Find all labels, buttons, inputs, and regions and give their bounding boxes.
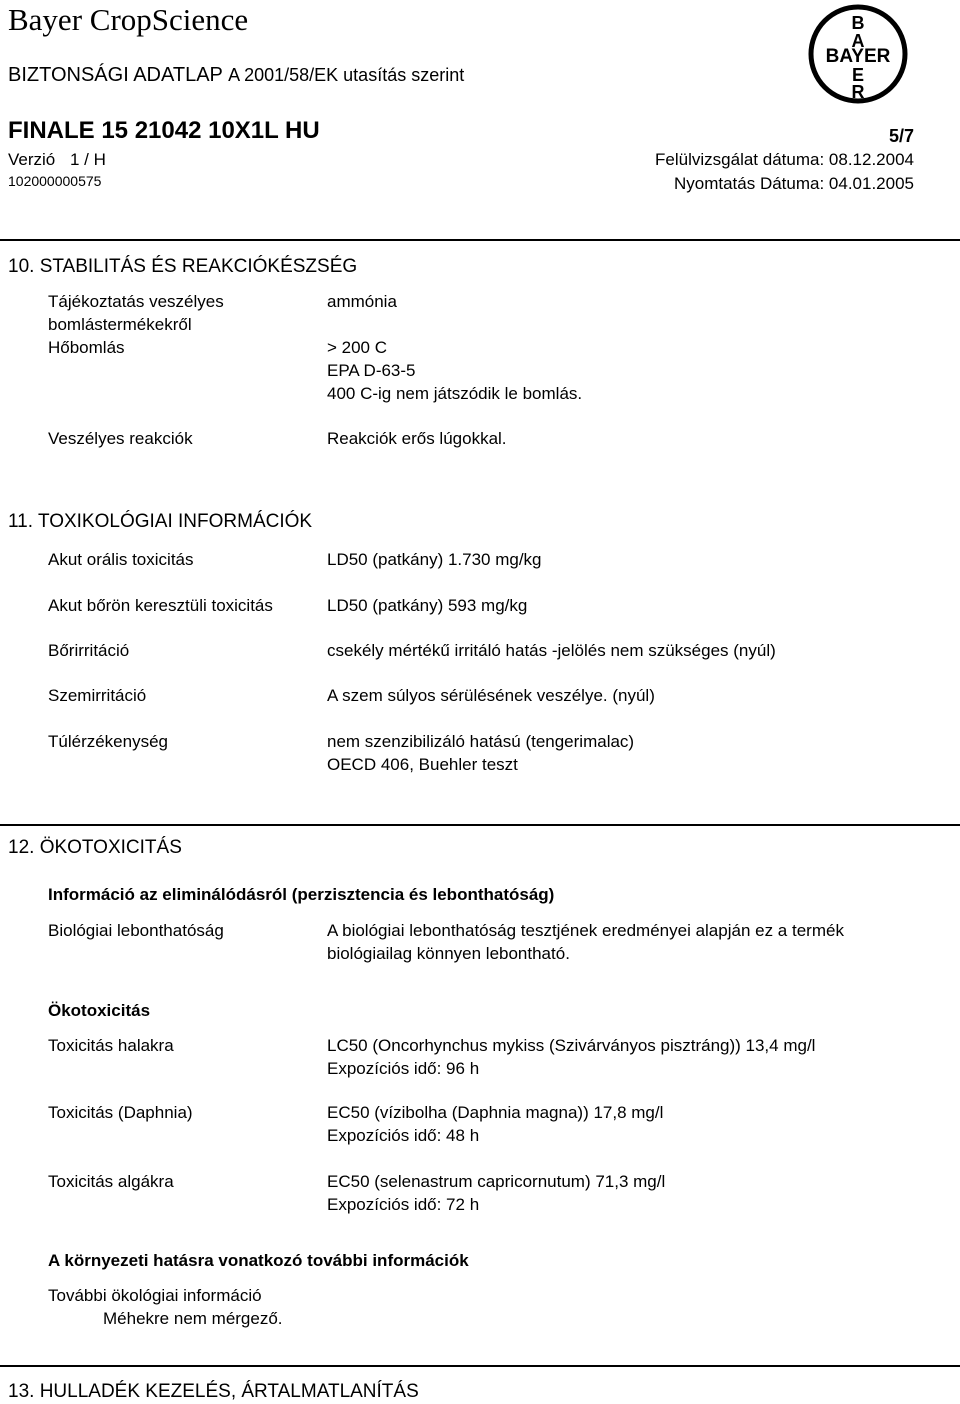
s12-label-daphnia: Toxicitás (Daphnia) — [48, 1103, 193, 1122]
ecotox-heading: Ökotoxicitás — [48, 1001, 151, 1020]
s11-label-eye: Szemirritáció — [48, 686, 147, 705]
s10-value-decomposition: ammónia — [327, 292, 397, 311]
logo-letter-r: R — [851, 82, 865, 102]
s11-label-dermal: Akut bőrön keresztüli toxicitás — [48, 596, 273, 615]
s12-value-daphnia-1: EC50 (vízibolha (Daphnia magna)) 17,8 mg/l — [327, 1103, 664, 1122]
s11-value-skin: csekély mértékű irritáló hatás -jelölés nem szükséges (nyúl) — [327, 641, 776, 660]
sds-title-line — [8, 64, 464, 87]
s12-label-algae: Toxicitás algákra — [48, 1172, 174, 1191]
doc-number: 102000000575 — [8, 173, 102, 189]
version-line — [8, 150, 106, 170]
logo-letter-e: E — [851, 65, 865, 85]
s12-label-fish: Toxicitás halakra — [48, 1036, 174, 1055]
s11-value-sensitization-2: OECD 406, Buehler teszt — [327, 755, 518, 774]
s10-value-thermal-1: > 200 C — [327, 338, 388, 357]
s12-value-algae-2: Expozíciós idő: 72 h — [327, 1195, 480, 1214]
s10-label-reactions: Veszélyes reakciók — [48, 429, 193, 448]
s10-label-thermal: Hőbomlás — [48, 338, 125, 357]
product-name: FINALE 15 21042 10X1L HU — [8, 117, 320, 144]
section-11-title: 11. TOXIKOLÓGIAI INFORMÁCIÓK — [8, 511, 313, 532]
s11-value-oral: LD50 (patkány) 1.730 mg/kg — [327, 550, 542, 569]
s12-value-biodeg-2: biológiailag könnyen lebontható. — [327, 944, 570, 963]
section-13-divider — [0, 1365, 960, 1367]
env-value: Méhekre nem mérgező. — [103, 1309, 283, 1328]
s11-value-eye: A szem súlyos sérülésének veszélye. (nyúl) — [327, 686, 655, 705]
page-number: 5/7 — [889, 126, 915, 146]
s11-label-sensitization: Túlérzékenység — [48, 732, 169, 751]
s11-label-oral: Akut orális toxicitás — [48, 550, 194, 569]
s10-label-decomposition-2: bomlástermékekről — [48, 315, 192, 334]
section-13-title: 13. HULLADÉK KEZELÉS, ÁRTALMATLANÍTÁS — [8, 1381, 419, 1402]
section-10-title: 10. STABILITÁS ÉS REAKCIÓKÉSZSÉG — [8, 256, 358, 277]
env-heading: A környezeti hatásra vonatkozó további információk — [48, 1251, 469, 1270]
section-12-title: 12. ÖKOTOXICITÁS — [8, 837, 182, 858]
env-label: További ökológiai információ — [48, 1286, 262, 1305]
brand-name: Bayer CropScience — [8, 2, 249, 37]
s11-value-sensitization-1: nem szenzibilizáló hatású (tengerimalac) — [327, 732, 635, 751]
s12-value-fish-1: LC50 (Oncorhynchus mykiss (Szivárványos pisztráng)) 13,4 mg/l — [327, 1036, 816, 1055]
s11-label-skin: Bőrirritáció — [48, 641, 130, 660]
sds-title: BIZTONSÁGI ADATLAP — [8, 64, 223, 86]
logo-letter-b: B — [851, 13, 865, 33]
s12-label-biodeg: Biológiai lebonthatóság — [48, 921, 224, 940]
s12-value-algae-1: EC50 (selenastrum capricornutum) 71,3 mg/l — [327, 1172, 666, 1191]
s10-value-thermal-2: EPA D-63-5 — [327, 361, 416, 380]
s12-value-fish-2: Expozíciós idő: 96 h — [327, 1059, 480, 1078]
s12-value-daphnia-2: Expozíciós idő: 48 h — [327, 1126, 480, 1145]
logo-horizontal: BAYER — [825, 46, 891, 67]
bayer-cross-logo — [806, 2, 910, 106]
print-date: Nyomtatás Dátuma: 04.01.2005 — [673, 174, 914, 193]
revision-date: Felülvizsgálat dátuma: 08.12.2004 — [655, 150, 914, 169]
version-label: Verzió — [8, 150, 56, 169]
s11-value-dermal: LD50 (patkány) 593 mg/kg — [327, 596, 528, 615]
version-value: 1 / H — [69, 150, 106, 169]
logo-letter-a: A — [851, 31, 865, 51]
header-divider — [0, 239, 960, 241]
elimination-heading: Információ az eliminálódásról (perzisztencia és lebonthatóság) — [48, 885, 555, 904]
s10-value-thermal-3: 400 C-ig nem játszódik le bomlás. — [327, 384, 583, 403]
s10-value-reactions: Reakciók erős lúgokkal. — [327, 429, 507, 448]
section-12-divider — [0, 824, 960, 826]
sds-regulation: A 2001/58/EK utasítás szerint — [228, 65, 465, 85]
s12-value-biodeg-1: A biológiai lebonthatóság tesztjének eredményei alapján ez a termék — [327, 921, 844, 940]
s10-label-decomposition-1: Tájékoztatás veszélyes — [48, 292, 224, 311]
